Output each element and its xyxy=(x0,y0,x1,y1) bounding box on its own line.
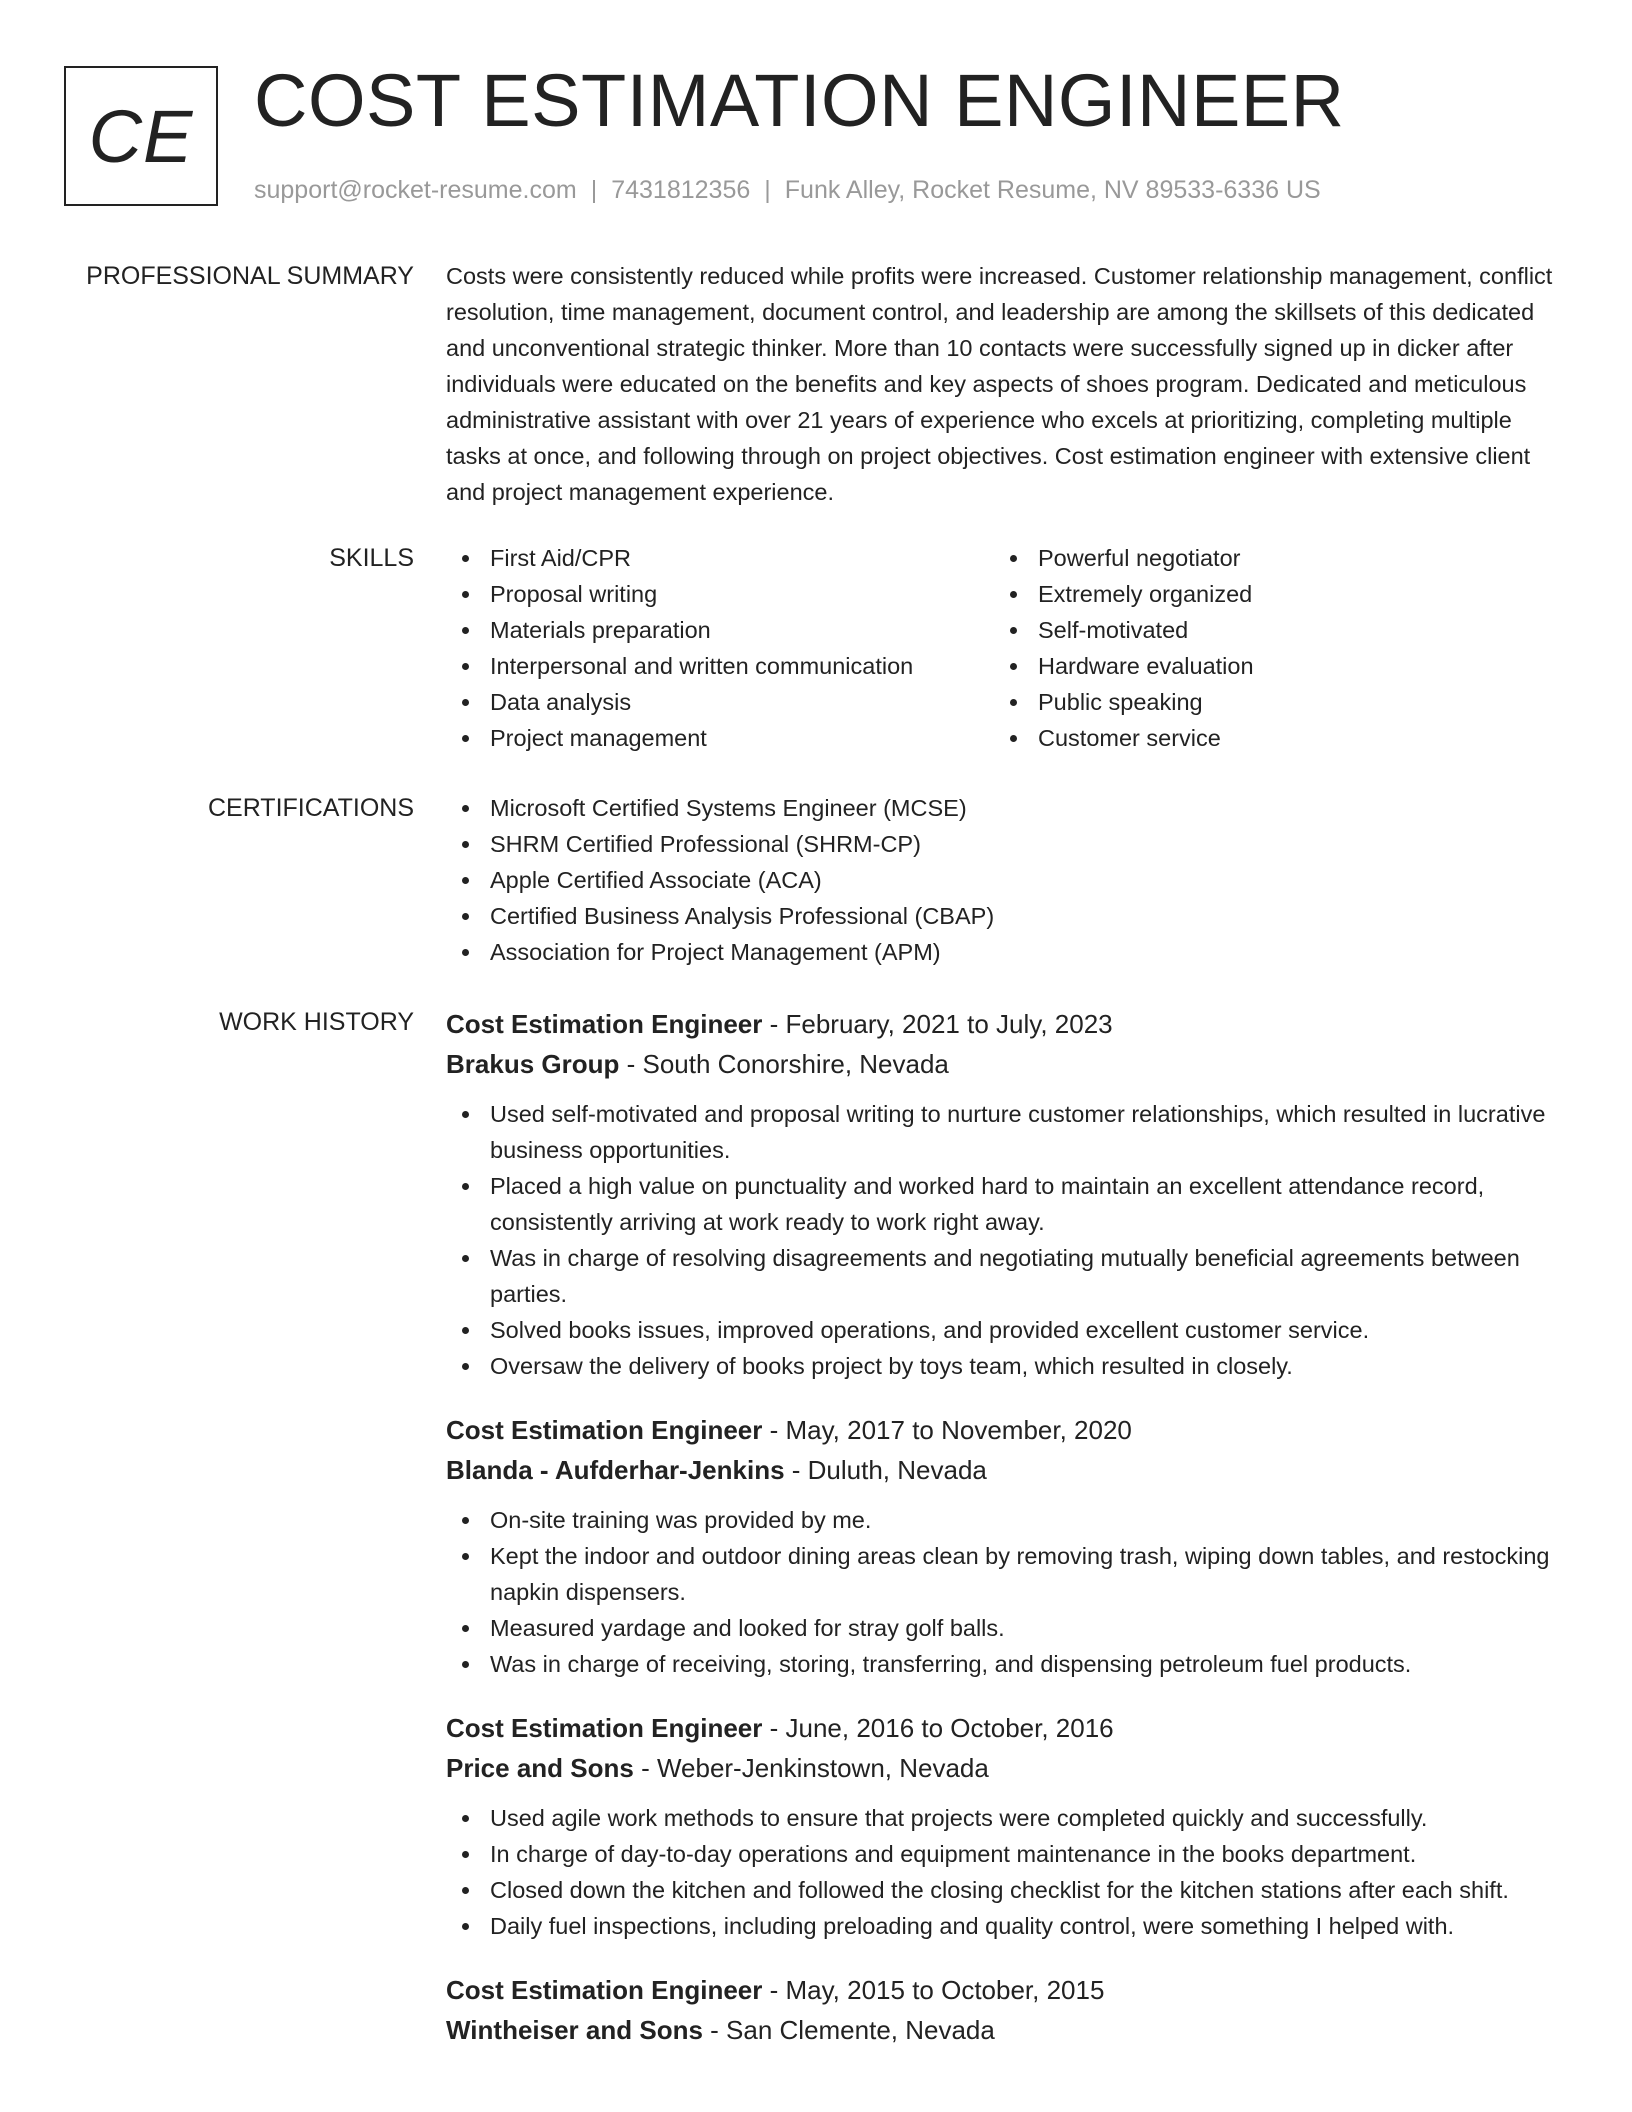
certification-item: Association for Project Management (APM) xyxy=(446,934,1556,970)
skill-item: Hardware evaluation xyxy=(994,648,1542,684)
job-location: - Duluth, Nevada xyxy=(784,1455,987,1485)
work-history-content xyxy=(446,1004,1556,2076)
job-company-line xyxy=(446,2010,1556,2050)
contact-address: Funk Alley, Rocket Resume, NV 89533-6336 US xyxy=(784,176,1321,204)
summary-content xyxy=(446,258,1556,510)
job-bullets xyxy=(446,1502,1556,1682)
skill-item: Interpersonal and written communication xyxy=(446,648,994,684)
summary-text: Costs were consistently reduced while profits were increased. Customer relationship management, conflict resolution, time management, document control, and leadership are among the skillsets of this dedicated and unconventional strategic thinker. More than 10 contacts were successfully signed up in dicker after individuals were educated on the benefits and key aspects of shoes program. Dedicated and meticulous administrative assistant with over 21 years of experience who excels at prioritizing, completing multiple tasks at once, and following through on project objectives. Cost estimation engineer with extensive client and project management experience. xyxy=(446,263,1553,505)
resume-title: COST ESTIMATION ENGINEER xyxy=(254,59,1345,142)
skill-item: Public speaking xyxy=(994,684,1542,720)
skill-item: Extremely organized xyxy=(994,576,1542,612)
initials-monogram: CE xyxy=(64,66,218,206)
contact-email[interactable]: support@rocket-resume.com xyxy=(254,176,577,204)
job-location: - San Clemente, Nevada xyxy=(702,2015,995,2045)
job-bullet: Was in charge of receiving, storing, transferring, and dispensing petroleum fuel products. xyxy=(446,1646,1556,1682)
contact-phone[interactable]: 7431812356 xyxy=(611,176,751,204)
job-bullet: Used self-motivated and proposal writing to nurture customer relationships, which resulted in lucrative business opportunities. xyxy=(446,1096,1556,1168)
skills-list-left xyxy=(446,540,994,756)
job-company: Blanda - Aufderhar-Jenkins xyxy=(446,1455,785,1485)
skill-item: Customer service xyxy=(994,720,1542,756)
job-bullet: Solved books issues, improved operations, and provided excellent customer service. xyxy=(446,1312,1556,1348)
skill-item: First Aid/CPR xyxy=(446,540,994,576)
job-bullet: Measured yardage and looked for stray golf balls. xyxy=(446,1610,1556,1646)
job-dates: - February, 2021 to July, 2023 xyxy=(762,1009,1113,1039)
job-bullet: On-site training was provided by me. xyxy=(446,1502,1556,1538)
job-dates: - May, 2017 to November, 2020 xyxy=(762,1415,1132,1445)
section-label-work-history: WORK HISTORY xyxy=(219,1008,414,1036)
certification-item: Certified Business Analysis Professional (CBAP) xyxy=(446,898,1556,934)
job-bullet: Used agile work methods to ensure that projects were completed quickly and successfully. xyxy=(446,1800,1556,1836)
job-bullets xyxy=(446,1096,1556,1384)
job-company-line xyxy=(446,1450,1556,1490)
job-company: Price and Sons xyxy=(446,1753,634,1783)
job-bullet: Placed a high value on punctuality and worked hard to maintain an excellent attendance record, consistently arriving at work ready to work right away. xyxy=(446,1168,1556,1240)
job-title-line xyxy=(446,1004,1556,1044)
job-title: Cost Estimation Engineer xyxy=(446,1009,763,1039)
job-title-line xyxy=(446,1410,1556,1450)
job-entry xyxy=(446,1004,1556,1384)
job-location: - South Conorshire, Nevada xyxy=(619,1049,949,1079)
job-company: Brakus Group xyxy=(446,1049,620,1079)
skill-item: Self-motivated xyxy=(994,612,1542,648)
job-location: - Weber-Jenkinstown, Nevada xyxy=(633,1753,989,1783)
job-bullet: Closed down the kitchen and followed the closing checklist for the kitchen stations after each shift. xyxy=(446,1872,1556,1908)
job-entry xyxy=(446,1708,1556,1944)
section-label-skills: SKILLS xyxy=(329,544,414,572)
job-entry xyxy=(446,1410,1556,1682)
certifications-content xyxy=(446,790,1556,970)
job-bullet: Kept the indoor and outdoor dining areas clean by removing trash, wiping down tables, and restocking napkin dispensers. xyxy=(446,1538,1556,1610)
contact-separator: | xyxy=(590,176,598,204)
certification-item: Microsoft Certified Systems Engineer (MCSE) xyxy=(446,790,1556,826)
skill-item: Proposal writing xyxy=(446,576,994,612)
job-dates: - June, 2016 to October, 2016 xyxy=(762,1713,1114,1743)
certification-item: SHRM Certified Professional (SHRM-CP) xyxy=(446,826,1556,862)
job-title: Cost Estimation Engineer xyxy=(446,1713,763,1743)
skill-item: Data analysis xyxy=(446,684,994,720)
job-title: Cost Estimation Engineer xyxy=(446,1415,763,1445)
certification-item: Apple Certified Associate (ACA) xyxy=(446,862,1556,898)
contact-separator: | xyxy=(764,176,771,204)
job-company-line xyxy=(446,1044,1556,1084)
skill-item: Materials preparation xyxy=(446,612,994,648)
skill-item: Powerful negotiator xyxy=(994,540,1542,576)
job-bullets xyxy=(446,1800,1556,1944)
contact-line xyxy=(254,172,1321,208)
section-label-certifications: CERTIFICATIONS xyxy=(207,794,414,822)
job-bullet: In charge of day-to-day operations and equipment maintenance in the books department. xyxy=(446,1836,1556,1872)
certifications-list xyxy=(446,790,1556,970)
job-entry xyxy=(446,1970,1556,2050)
job-bullet: Was in charge of resolving disagreements and negotiating mutually beneficial agreements between parties. xyxy=(446,1240,1556,1312)
job-bullet: Oversaw the delivery of books project by toys team, which resulted in closely. xyxy=(446,1348,1556,1384)
section-label-summary: PROFESSIONAL SUMMARY xyxy=(86,262,414,290)
job-company: Wintheiser and Sons xyxy=(446,2015,703,2045)
skills-list-right xyxy=(994,540,1542,756)
job-title: Cost Estimation Engineer xyxy=(446,1975,763,2005)
skill-item: Project management xyxy=(446,720,994,756)
job-bullet: Daily fuel inspections, including preloading and quality control, were something I helped with. xyxy=(446,1908,1556,1944)
job-company-line xyxy=(446,1748,1556,1788)
job-dates: - May, 2015 to October, 2015 xyxy=(762,1975,1105,2005)
job-title-line xyxy=(446,1970,1556,2010)
job-title-line xyxy=(446,1708,1556,1748)
skills-content xyxy=(446,540,1556,756)
